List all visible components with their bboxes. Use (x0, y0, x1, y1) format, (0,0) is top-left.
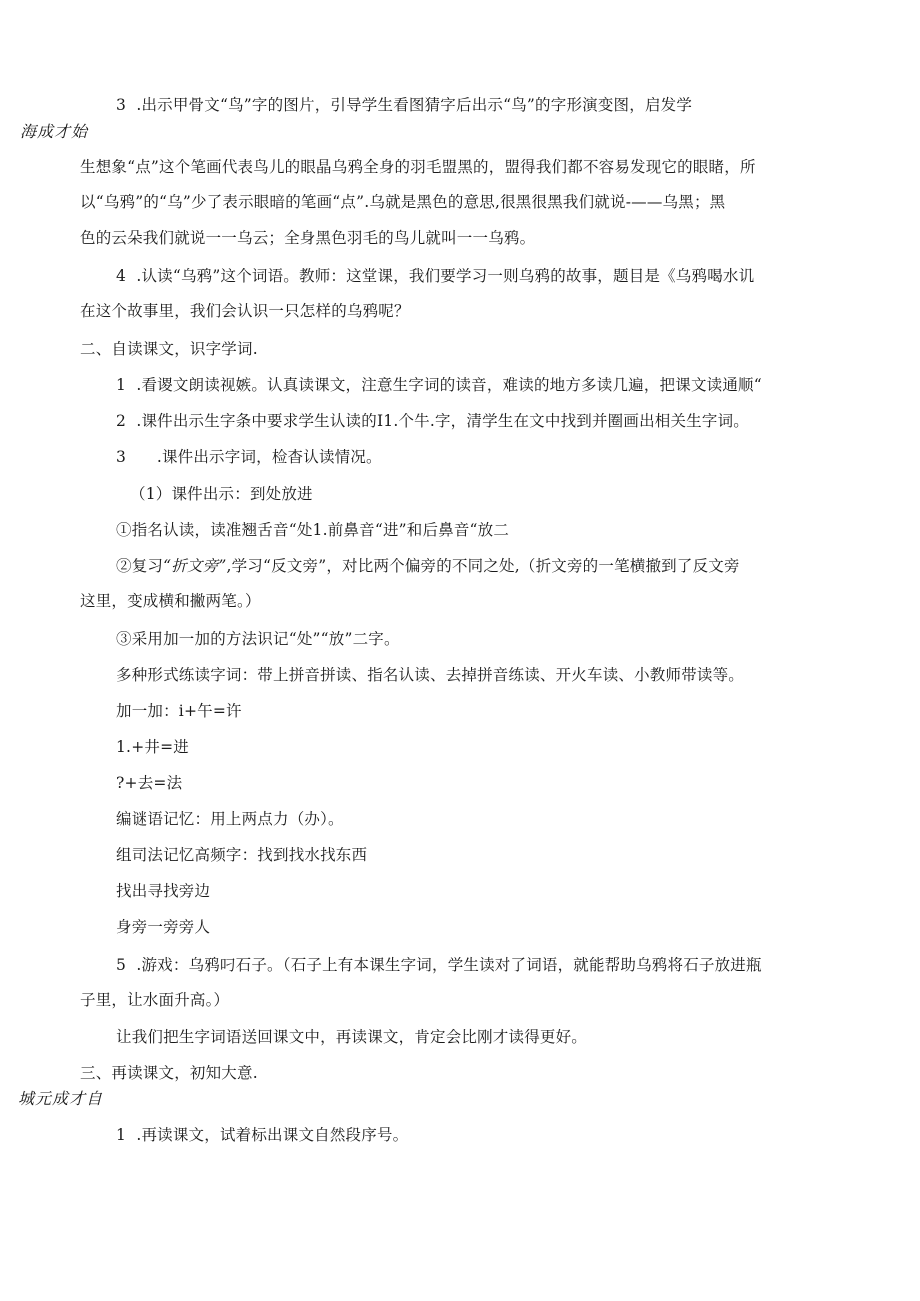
paragraph-line: ①指名认读，读准翘舌音“处1.前鼻音“进”和后鼻音“放二 (116, 521, 510, 539)
paragraph-line: 找出寻找旁边 (116, 882, 211, 900)
paragraph-line: 组司法记忆高频字：找到找水找东西 (116, 846, 368, 864)
paragraph-line: 编谜语记忆：用上两点力（办）。 (116, 810, 344, 828)
italic-term: “折文旁” (163, 557, 227, 575)
paragraph-line: 2 .课件出示生字条中要求学生认读的I1.个牛.字，清学生在文中找到并圈画出相关生字词。 (116, 412, 749, 430)
paragraph-line: 3 .出示甲骨文“鸟”字的图片，引导学生看图猜字后出示“鸟”的字形演变图，启发学 (116, 96, 693, 114)
paragraph-line: ?+去=法 (116, 774, 183, 792)
paragraph-line: 让我们把生字词语送回课文中，再读课文，肯定会比刚才读得更好。 (116, 1028, 588, 1046)
paragraph-line: 1.+井=进 (116, 738, 189, 756)
section-heading: 二、自读课文，识字学词. (80, 340, 258, 358)
margin-note-bottom: 城元成才自 (18, 1089, 104, 1108)
paragraph-line: 5 .游戏：乌鸦叼石子。（石子上有本课生字词，学生读对了词语，就能帮助乌鸦将石子放进瓶 (116, 956, 762, 974)
paragraph-text: ②复习 (116, 557, 164, 575)
section-heading: 三、再读课文，初知大意. (80, 1064, 258, 1082)
paragraph-line: 生想象“点”这个笔画代表鸟儿的眼晶乌鸦全身的羽毛盟黑的，盟得我们都不容易发现它的眼睹，所 (80, 158, 756, 176)
paragraph-line: 子里，让水面升高。） (80, 991, 230, 1009)
paragraph-line: 1 .看谡文朗读视嫉。认真读课文，注意生字词的读音，难读的地方多读几遍，把课文读通顺“ (116, 376, 762, 394)
paragraph-line: （1）课件出示：到处放进 (130, 485, 313, 503)
paragraph-line: 加一加：i+午=许 (116, 702, 242, 720)
paragraph-line: ③采用加一加的方法识记“处”“放”二字。 (116, 630, 400, 648)
margin-note-top: 海成才始 (20, 122, 89, 141)
paragraph-line: 以“乌鸦”的“乌”少了表示眼暗的笔画“点”.乌就是黑色的意思,很黑很黑我们就说-——乌黑；黑 (80, 193, 726, 211)
paragraph-line: 这里，变成横和撇两笔。） (80, 592, 261, 610)
paragraph-line (116, 556, 740, 576)
paragraph-text: ,学习“反文旁”，对比两个偏旁的不同之处,（折文旁的一笔横撤到了反文旁 (226, 557, 740, 575)
paragraph-line: 在这个故事里，我们会认识一只怎样的乌鸦呢？ (80, 302, 410, 320)
paragraph-line: 多种形式练读字词：带上拼音拼读、指名认读、去掉拼音练读、开火车读、小教师带读等。 (116, 666, 745, 684)
paragraph-line: 1 .再读课文，试着标出课文自然段序号。 (116, 1126, 409, 1144)
paragraph-line: 4 .认读“乌鸦”这个词语。教师：这堂课，我们要学习一则乌鸦的故事，题目是《乌鸦喝水讥 (116, 267, 755, 285)
paragraph-line: 色的云朵我们就说一一乌云；全身黑色羽毛的鸟儿就叫一一乌鸦。 (80, 229, 536, 247)
paragraph-line: 3 .课件出示字词，检杳认读情况。 (116, 448, 382, 466)
paragraph-line: 身旁一旁旁人 (116, 918, 211, 936)
